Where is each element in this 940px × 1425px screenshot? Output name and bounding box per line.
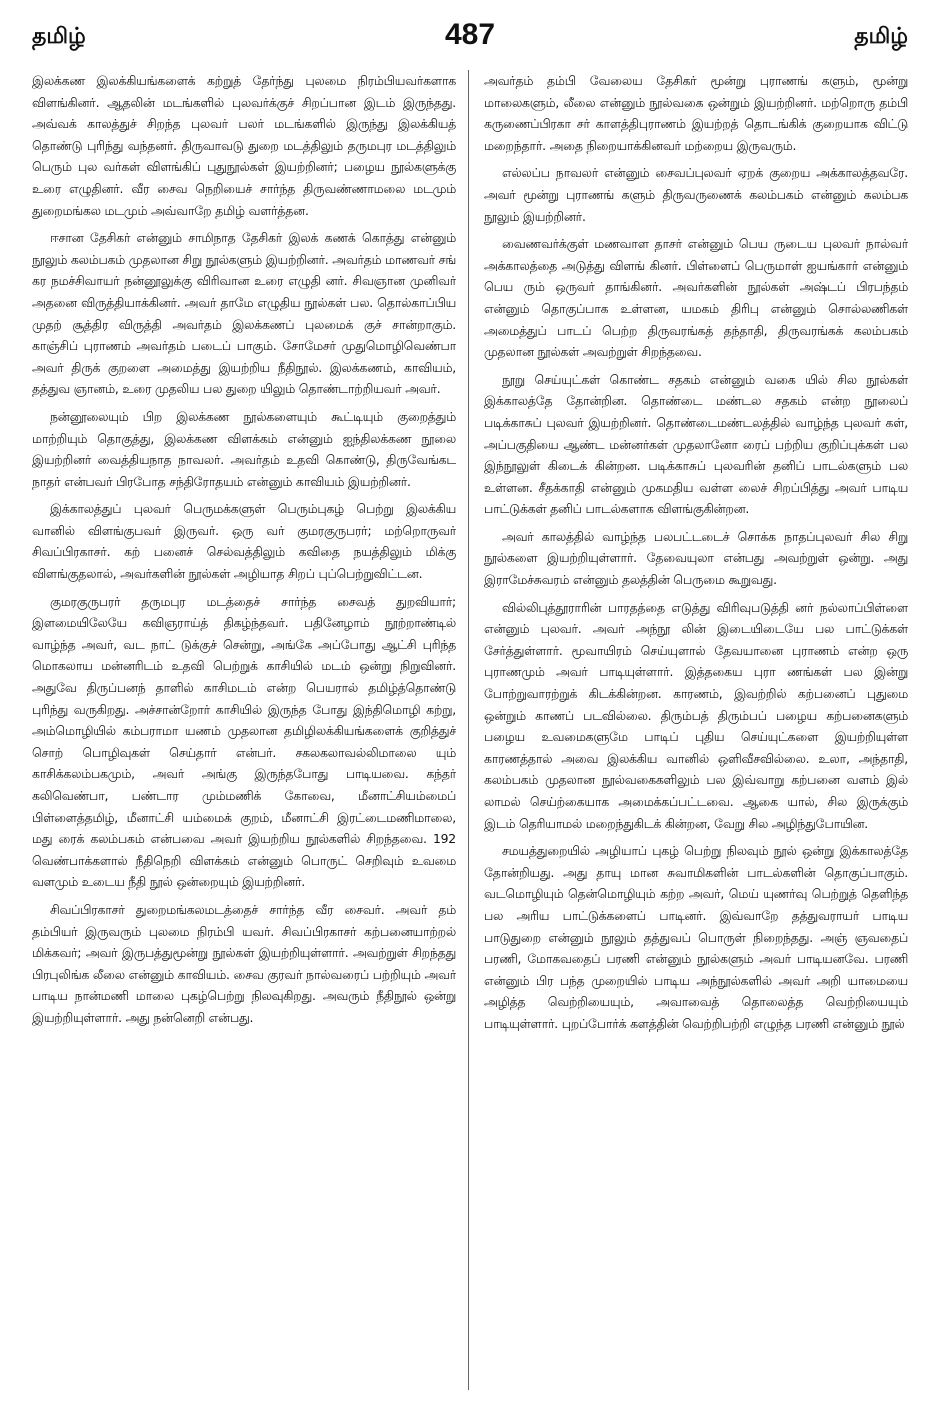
paragraph: சமயத்துறையில் அழியாப் புகழ் பெற்று நிலவும் நூல் ஒன்று இக்காலத்தே தோன்றியது. அது தாயு மான சுவாமிகளின் பாடல்களின் தொகுப்பாகும். வடமொழியும் தென்மொழியும் கற்ற அவர், மெய் யுணர்வு பெற்றுத் தெளிந்த பல அரிய பாட்டுக்களைப் பாடினர். இவ்வாறே தத்துவராயர் பாடிய பாடுதுறை என்னும் நூலும் தத்துவப் பொருள் நிறைந்தது. அஞ் ஞவதைப் பரணி, மோகவதைப் பரணி என்னும் நூல்களும் அவர் பாடியனவே. பரணி என்னும் பிர பந்த முறையில் பாடிய அந்நூல்களில் அவர் அறி யாமையை அழித்த வெற்றியையும், அவாவைத் தொலைத்த வெற்றியையும் பாடியுள்ளார். புறப்போர்க் களத்தின் வெற்றிபற்றி எழுந்த பரணி என்னும் நூல் <box>484 843 908 1031</box>
paragraph: வில்லிபுத்தூராரின் பாரதத்தை எடுத்து விரிவுபடுத்தி னர் நல்லாப்பிள்ளை என்னும் புலவர். அவர் அந்நூ லின் இடையிடையே பல பாட்டுக்கள் சேர்த்துள்ளார். மூவாயிரம் செய்யுளால் தேவயானை புராணம் என்ற ஒரு புராணமும் அவர் பாடியுள்ளார். இத்தகைய புரா ணங்கள் பல இன்று போற்றுவாரற்றுக் கிடக்கின்றன. காரணம், இவற்றில் கற்பனைப் புதுமை ஒன்றும் காணப் படவில்லை. திரும்பத் திரும்பப் பழைய கற்பனைகளும் பழைய உவமைகளுமே பாடிப் புதிய செய்யுட்களை இயற்றியுள்ள காரணத்தால் அவை இலக்கிய வானில் ஒளிவீசவில்லை. உலா, அந்தாதி, கலம்பகம் முதலான நூல்வகைகளிலும் பல இவ்வாறு கற்பனை வளம் இல் லாமல் செய்ற்கையாக அமைக்கப்பட்டவை. ஆகை யால், சில இருக்கும் இடம் தெரியாமல் மறைந்துகிடக் கின்றன, வேறு சில அழிந்துபோயின. <box>484 599 908 831</box>
paragraph: ஈசான தேசிகர் என்னும் சாமிநாத தேசிகர் இலக் கணக் கொத்து என்னும் நூலும் கலம்பகம் முதலான சிறு நூல்களும் இயற்றினர். அவர்தம் மாணவர் சங் கர நமச்சிவாயர் நன்னூலுக்கு விரிவான உரை எழுதி னர். சிவஞான முனிவர் அதனை விருத்தியாக்கினர். அவர் தாமே எழுதிய நூல்கள் பல. தொல்காப்பிய முதற் சூத்திர விருத்தி அவர்தம் இலக்கணப் புலமைக் குச் சான்றாகும். காஞ்சிப் புராணம் அவர்தம் படைப் பாகும். சோமேசர் முதுமொழிவெண்பா அவர் திருக் குறளை அமைத்து இயற்றிய நீதிநூல். இலக்கணம், காவியம், தத்துவ ஞானம், உரை முதலிய பல துறை யிலும் தொண்டாற்றியவர் அவர். <box>32 230 456 397</box>
paragraph: குமரகுருபரர் தருமபுர மடத்தைச் சார்ந்த சைவத் துறவியார்; இளமையிலேயே கவிஞராய்த் திகழ்ந்தவர். பதினேழாம் நூற்றாண்டில் வாழ்ந்த அவர், வட நாட் டுக்குச் சென்று, அங்கே அப்போது ஆட்சி புரிந்த மொகலாய மன்னரிடம் உதவி பெற்றுக் காசியில் மடம் ஒன்று நிறுவினர். அதுவே திருப்பனந் தாளில் காசிமடம் என்ற பெயரால் தமிழ்த்தொண்டு புரிந்து வருகிறது. அச்சான்றோர் காசியில் இருந்த போது இந்திமொழி கற்று, அம்மொழியில் கம்பராமா யணம் முதலான தமிழிலக்கியங்களைக் குறித்துச் சொற் பொழிவுகள் செய்தார் என்பர். சகலகலாவல்லிமாலை யும் காசிக்கலம்பகமும், அவர் அங்கு இருந்தபோது பாடியவை. கந்தர் கலிவெண்பா, பண்டார மும்மணிக் கோவை, மீனாட்சியம்மைப் பிள்ளைத்தமிழ், மீனாட்சி யம்மைக் குறம், மீனாட்சி இரட்டைமணிமாலை, மது ரைக் கலம்பகம் என்பவை அவர் இயற்றிய நூல்களில் சிறந்தவை. 192 வெண்பாக்களால் நீதிநெறி விளக்கம் என்னும் பொருட் செறிவும் உவமை வளமும் உடைய நீதி நூல் ஒன்றையும் இயற்றினர். <box>32 593 456 890</box>
paragraph: அவர்தம் தம்பி வேலைய தேசிகர் மூன்று புராணங் களும், மூன்று மாலைகளும், லீலை என்னும் நூல்வகை ஒன்றும் இயற்றினர். மற்றொரு தம்பி கருணைப்பிரகா சர் காளத்திபுராணம் இயற்றத் தொடங்கிக் குறையாக விட்டு மறைந்தார். அதை நிறையாக்கினவர் மற்றைய இருவரும். <box>484 73 908 153</box>
paragraph: அவர் காலத்தில் வாழ்ந்த பலபட்டடைச் சொக்க நாதப்புலவர் சில சிறு நூல்களை இயற்றியுள்ளார். தேவையுலா என்பது அவற்றுள் ஒன்று. அது இராமேச்சுவரம் என்னும் தலத்தின் பெருமை கூறுவது. <box>484 528 908 588</box>
paragraph: நூறு செய்யுட்கள் கொண்ட சதகம் என்னும் வகை யில் சில நூல்கள் இக்காலத்தே தோன்றின. தொண்டை மண்டல சதகம் என்ற நூலைப் படிக்காசுப் புலவர் இயற்றினர். தொண்டைமண்டலத்தில் வாழ்ந்த புலவர் கள், அப்பகுதியை ஆண்ட மன்னர்கள் முதலானோ ரைப் பற்றிய குறிப்புக்கள் பல இந்நூலுள் கிடைக் கின்றன. படிக்காசுப் புலவரின் தனிப் பாடல்களும் பல உள்ளன. சீதக்காதி என்னும் முகமதிய வள்ள லைச் சிறப்பித்து அவர் பாடிய பாட்டுக்கள் தனிப் பாடல்களாக விளங்குகின்றன. <box>484 371 908 517</box>
paragraph: இக்காலத்துப் புலவர் பெருமக்களுள் பெரும்புகழ் பெற்று இலக்கிய வானில் விளங்குபவர் இருவர். ஒரு வர் குமரகுருபரர்; மற்றொருவர் சிவப்பிரகாசர். கற் பனைச் செல்வத்திலும் கவிதை நயத்திலும் மிக்கு விளங்குதலால், அவர்களின் நூல்கள் அழியாத சிறப் புப்பெற்றுவிட்டன. <box>32 501 456 582</box>
paragraph: எல்லப்ப நாவலர் என்னும் சைவப்புலவர் ஏறக் குறைய அக்காலத்தவரே. அவர் மூன்று புராணங் களும் திருவருணைக் கலம்பகம் என்னும் கலம்பக நூலும் இயற்றினர். <box>484 165 908 224</box>
paragraph: சிவப்பிரகாசர் துறைமங்கலமடத்தைச் சார்ந்த வீர சைவர். அவர் தம் தம்பியர் இருவரும் புலமை நிரம்பி யவர். சிவப்பிரகாசர் கற்பனையாற்றல் மிக்கவர்; அவர் இருபத்துமூன்று நூல்கள் இயற்றியுள்ளார். அவற்றுள் சிறந்தது பிரபுலிங்க லீலை என்னும் காவியம். சைவ குரவர் நால்வரைப் பற்றியும் அவர் பாடிய நான்மணி மாலை புகழ்பெற்று நிலவுகிறது. அவரும் நீதிநூல் ஒன்று இயற்றியுள்ளார். அது நன்னெறி என்பது. <box>32 901 456 1025</box>
column-divider <box>468 70 469 1390</box>
paragraph: வைணவர்க்குள் மணவாள தாசர் என்னும் பெய ருடைய புலவர் நால்வர் அக்காலத்தை அடுத்து விளங் கினர். பிள்ளைப் பெருமாள் ஐயங்கார் என்னும் பெய ரும் ஒருவர் தாங்கினர். அவர்களின் நூல்கள் அஷ்டப் பிரபந்தம் என்னும் தொகுப்பாக உள்ளன, யமகம் திரிபு என்னும் சொல்லணிகள் அமைத்துப் பாடப் பெற்ற திருவரங்கத் தந்தாதி, திருவரங்கக் கலம்பகம் முதலான நூல்கள் அவற்றுள் சிறந்தவை. <box>484 236 908 360</box>
right-column <box>484 70 908 1395</box>
paragraph: நன்னூலையும் பிற இலக்கண நூல்களையும் கூட்டியும் குறைத்தும் மாற்றியும் தொகுத்து, இலக்கண விளக்கம் என்னும் ஐந்திலக்கண நூலை இயற்றினர் வைத்தியநாத நாவலர். அவர்தம் உதவி கொண்டு, திருவேங்கட நாதர் என்பவர் பிரபோத சந்திரோதயம் என்னும் காவியம் இயற்றினர். <box>32 408 456 489</box>
running-title-left: தமிழ் <box>32 24 86 49</box>
left-column <box>32 70 456 1395</box>
page-number: 487 <box>444 18 496 51</box>
running-title-right: தமிழ் <box>854 24 908 49</box>
paragraph: இலக்கண இலக்கியங்களைக் கற்றுத் தேர்ந்து புலமை நிரம்பியவர்களாக விளங்கினர். ஆதலின் மடங்களில் புலவர்க்குச் சிறப்பான இடம் இருந்தது. அவ்வக் காலத்துச் சிறந்த புலவர் பலர் மடங்களில் இருந்து இலக்கியத் தொண்டு புரிந்து வந்தனர். திருவாவடு துறை மடத்திலும் தருமபுர மடத்திலும் பெரும் புல வர்கள் விளங்கிப் புதுநூல்கள் இயற்றினர்; பழைய நூல்களுக்கு உரை எழுதினர். வீர சைவ நெறியைச் சார்ந்த திருவண்ணாமலை மடமும் துறைமங்கல மடமும் அவ்வாறே தமிழ் வளர்த்தன. <box>32 73 456 218</box>
running-head <box>32 18 908 58</box>
